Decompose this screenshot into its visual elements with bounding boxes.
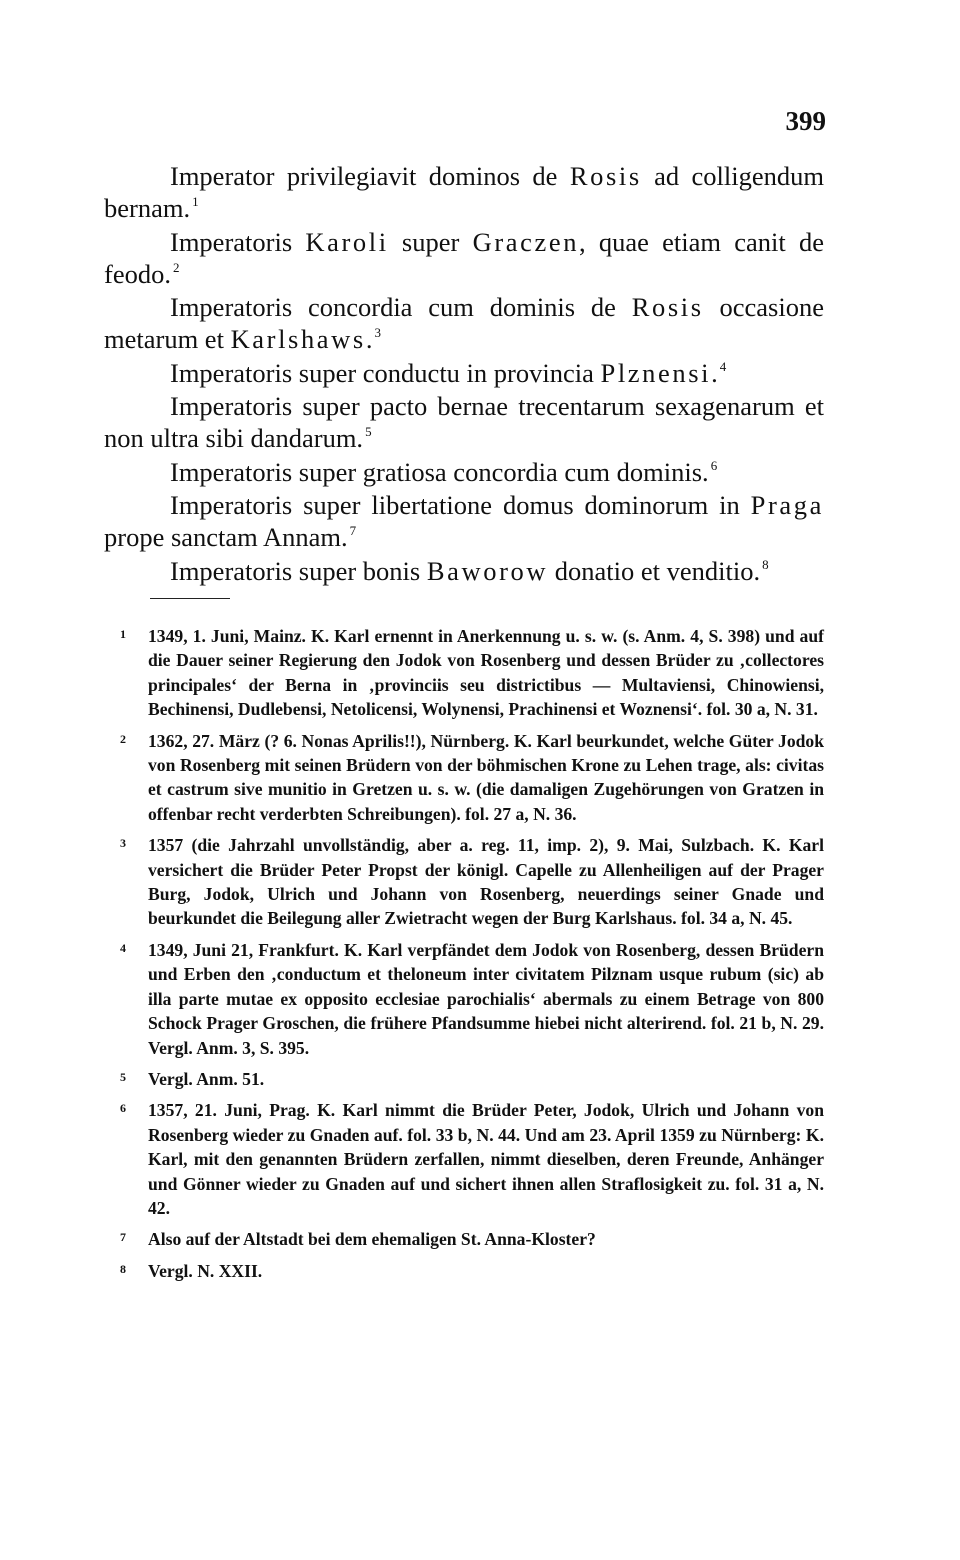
register-entries [104, 160, 824, 588]
footnotes [120, 624, 824, 1290]
entry-text: Imperatoris super pacto bernae trecentarum sexagenarum et non ultra sibi dandarum. [104, 391, 824, 453]
footnote-marker: 6 [710, 457, 718, 473]
footnote-number: 2 [120, 731, 126, 746]
spaced-name: Rosis [569, 161, 642, 191]
entry-text: Imperatoris super conductu in provincia [170, 357, 601, 388]
footnote-text: Vergl. N. XXII. [148, 1260, 263, 1281]
entry-text: Imperator privilegiavit dominos de [170, 161, 570, 191]
entry-text: super [388, 226, 473, 257]
entry-text: Imperatoris [170, 226, 306, 257]
footnote-marker: 2 [172, 259, 180, 275]
footnote-marker: 5 [365, 424, 372, 439]
entry-text: Imperatoris concordia cum dominis de [170, 292, 632, 322]
spaced-name: Karoli [305, 226, 389, 257]
footnote-text: 1362, 27. März (? 6. Nonas Aprilis!!), Nürnberg. K. Karl beurkundet, welche Güter Jodok von Rosenberg mit seinen Brüdern von der böhmischen Krone zu Lehen trage, als: civitas et castrum sive munitio in Gretzen u. s. w. (die damaligen Zugehörungen von Gratzen in offenbar recht verderbten Schreibungen). fol. 27 a, N. 36. [148, 730, 824, 824]
footnote-marker: 3 [374, 325, 381, 340]
footnote-marker: 8 [762, 556, 769, 572]
register-entry [104, 555, 824, 587]
page-number: 399 [785, 106, 826, 136]
entry-text: Imperatoris super gratiosa concordia cum dominis. [170, 456, 709, 487]
footnote-number: 8 [120, 1261, 126, 1276]
register-entry [104, 226, 824, 290]
spaced-name: Praga [750, 490, 824, 520]
footnote [120, 624, 824, 722]
entry-text: ad colligendum bernam. [104, 161, 824, 223]
footnote-marker: 1 [192, 194, 199, 209]
footnote-number: 3 [120, 836, 126, 851]
entry-text: Imperatoris super bonis [170, 555, 427, 586]
footnote-marker: 4 [719, 358, 727, 374]
footnote-text: Vergl. Anm. 51. [148, 1068, 265, 1089]
footnote [120, 1098, 824, 1220]
footnote [120, 1227, 824, 1251]
register-entry [104, 357, 824, 389]
footnote-text: 1357, 21. Juni, Prag. K. Karl nimmt die Brüder Peter, Jodok, Ulrich und Johann von Rosenberg wieder zu Gnaden auf. fol. 33 b, N. 44. Und am 23. April 1359 zu Nürnberg: K. Karl, mit den genannten Brüdern zerfallen, nimmt dieselben, deren Freunde, Anhänger und Gönner wieder zu Gnaden auf und sichert ihnen allen Straflosigkeit zu. fol. 31 a, N. 42. [148, 1100, 824, 1218]
entry-text: donatio et venditio. [548, 555, 761, 586]
register-entry [104, 291, 824, 355]
register-entry [104, 456, 824, 488]
entry-text: . [711, 357, 718, 388]
entry-text: Imperatoris super libertatione domus dominorum in [170, 490, 751, 520]
footnote [120, 938, 824, 1060]
spaced-name: Graczen [472, 226, 580, 257]
footnote-text: 1349, Juni 21, Frankfurt. K. Karl verpfändet dem Jodok von Rosenberg, dessen Brüdern und Erben den ‚conductum et theloneum inter civitatem Pilznam usque rubum (sic) ab illa parte mutae ex opposito ecclesiae parochialis‘ abermals zu einem Betrage von 800 Schock Prager Groschen, die frühere Pfandsumme hiebei nicht alterirend. fol. 21 b, N. 29. Vergl. Anm. 3, S. 395. [148, 939, 824, 1058]
register-entry [104, 160, 824, 224]
footnote-text: Also auf der Altstadt bei dem ehemaligen St. Anna-Kloster? [148, 1229, 596, 1250]
spaced-name: Rosis [631, 292, 704, 322]
footnote-number: 7 [120, 1230, 126, 1245]
footnote-separator [150, 598, 230, 599]
spaced-name: Karlshaws [230, 324, 366, 354]
entry-text: occasione metarum et [104, 292, 824, 354]
footnote-text: 1349, 1. Juni, Mainz. K. Karl ernennt in Anerkennung u. s. w. (s. Anm. 4, S. 398) und auf die Dauer seiner Regierung den Jodok von Rosenberg und dessen Brüder zu ‚collectores principales‘ der Berna in ‚provinciis seu districtibus — Multaviensi, Chinowiensi, Bechinensi, Dudlebensi, Netolicensi, Wolynensi, Prachinensi et Woznensi‘. fol. 30 a, N. 31. [148, 626, 824, 720]
register-entry [104, 489, 824, 553]
footnote [120, 1067, 824, 1091]
spaced-name: Plznensi [600, 357, 712, 388]
footnote-number: 4 [120, 940, 126, 955]
entry-text: . [365, 324, 373, 354]
footnote-marker: 7 [349, 523, 357, 538]
spaced-name: Baworow [426, 555, 549, 586]
footnote-number: 1 [120, 627, 126, 641]
footnote-number: 6 [120, 1101, 126, 1116]
entry-text: prope sanctam Annam. [104, 522, 348, 552]
footnote [120, 729, 824, 827]
footnote-text: 1357 (die Jahrzahl unvollständig, aber a. reg. 11, imp. 2), 9. Mai, Sulzbach. K. Karl versichert die Brüder Peter Propst der königl. Capelle zu Allenheiligen auf der Prager Burg, Jodok, Ulrich und Johann von Rosenberg, neuerdings seiner Gnade und beurkundet die Beilegung aller Zwietracht wegen der Burg Karlshaus. fol. 34 a, N. 45. [148, 835, 824, 929]
register-entry [104, 390, 824, 454]
footnote [120, 833, 824, 931]
footnote-number: 5 [120, 1069, 126, 1084]
entry-text: , quae etiam canit de feodo. [104, 226, 824, 289]
footnote [120, 1259, 824, 1283]
